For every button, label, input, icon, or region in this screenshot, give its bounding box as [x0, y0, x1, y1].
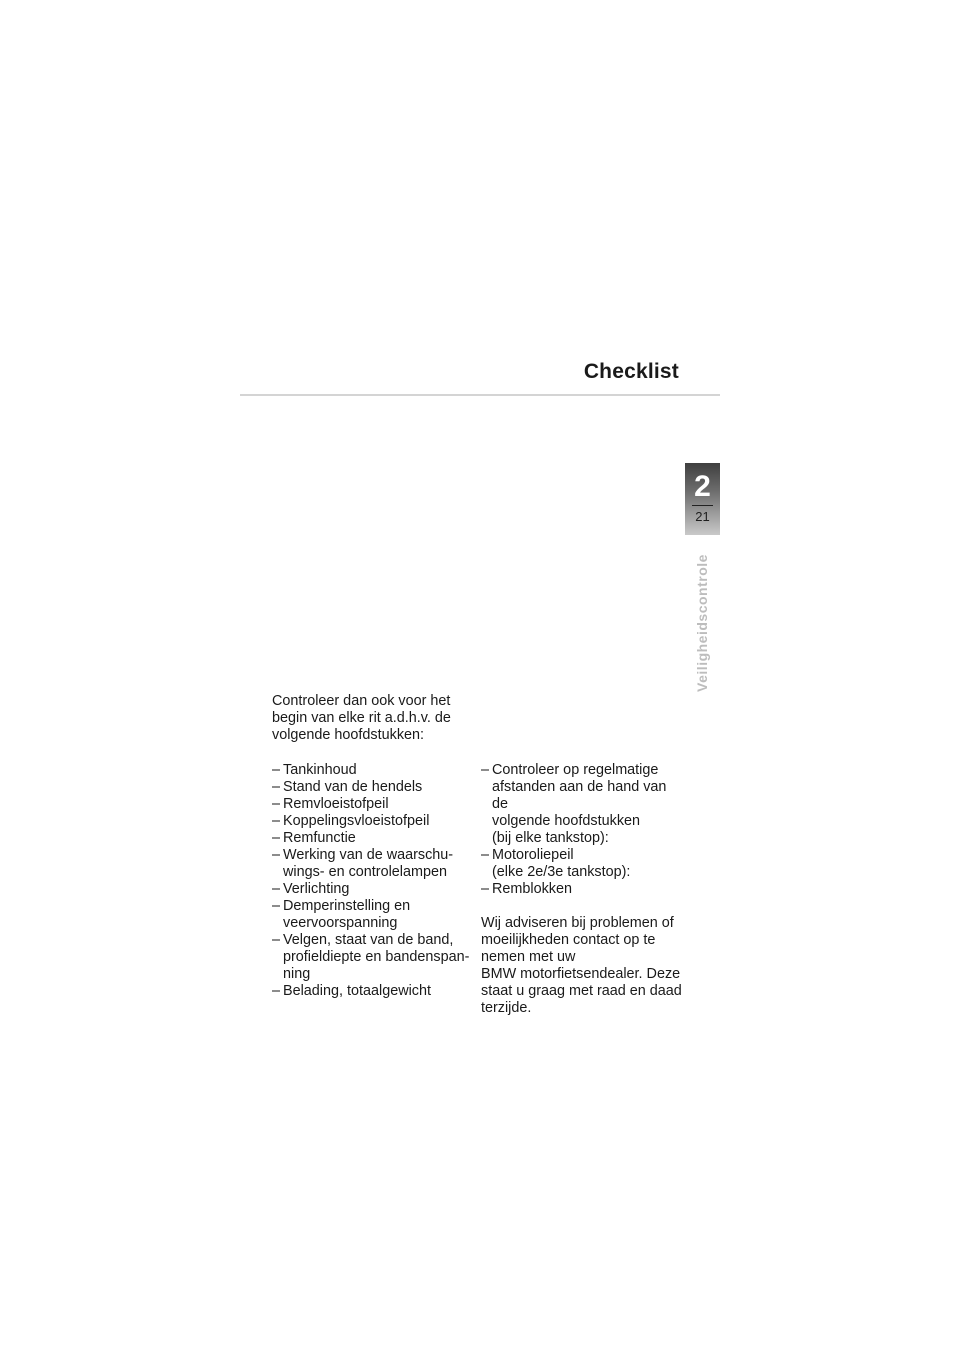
intro-line: volgende hoofdstukken:: [272, 727, 425, 743]
chapter-tab: [685, 463, 720, 535]
advice-line: terzijde.: [481, 1000, 532, 1016]
chapter-tab-divider: [692, 505, 713, 506]
page-title: Checklist: [583, 360, 679, 383]
list-item: – Belading, totaalgewicht: [272, 983, 477, 1000]
advice-paragraph: [481, 915, 686, 1017]
checklist: [272, 762, 477, 1000]
periodic-checklist: [481, 762, 686, 898]
list-item: – Remfunctie: [272, 830, 477, 847]
advice-line: BMW motorfietsendealer. Deze: [481, 966, 681, 982]
advice-line: Wij adviseren bij problemen of: [481, 915, 674, 931]
advice-line: staat u graag met raad en daad: [481, 983, 682, 999]
chapter-side-label: Veiligheidscontrole: [694, 554, 710, 692]
checklist-left-column: [272, 762, 477, 1000]
advice-line: moeilijkheden contact op te: [481, 932, 656, 948]
list-item: – Remvloeistofpeil: [272, 796, 477, 813]
list-item: – Tankinhoud: [272, 762, 477, 779]
list-item: – Remblokken: [481, 881, 686, 898]
list-item: – Motoroliepeil (elke 2e/3e tankstop):: [481, 847, 686, 881]
list-item: – Controleer op regelmatige afstanden aan de hand van de volgende hoofdstukken (bij elke tankstop):: [481, 762, 686, 847]
list-item: – Velgen, staat van de band, profieldiepte en bandenspan- ning: [272, 932, 477, 983]
page-number: 21: [695, 509, 710, 524]
intro-line: begin van elke rit a.d.h.v. de: [272, 710, 451, 726]
list-item: – Demperinstelling en veervoorspanning: [272, 898, 477, 932]
list-item: – Verlichting: [272, 881, 477, 898]
chapter-number: 2: [694, 470, 711, 503]
list-item: – Werking van de waarschu- wings- en controlelampen: [272, 847, 477, 881]
list-item: – Stand van de hendels: [272, 779, 477, 796]
advice-line: nemen met uw: [481, 949, 576, 965]
header-divider: [240, 394, 720, 396]
intro-paragraph: [272, 693, 472, 744]
intro-line: Controleer dan ook voor het: [272, 693, 451, 709]
checklist-right-column: [481, 762, 686, 1017]
list-item: – Koppelingsvloeistofpeil: [272, 813, 477, 830]
